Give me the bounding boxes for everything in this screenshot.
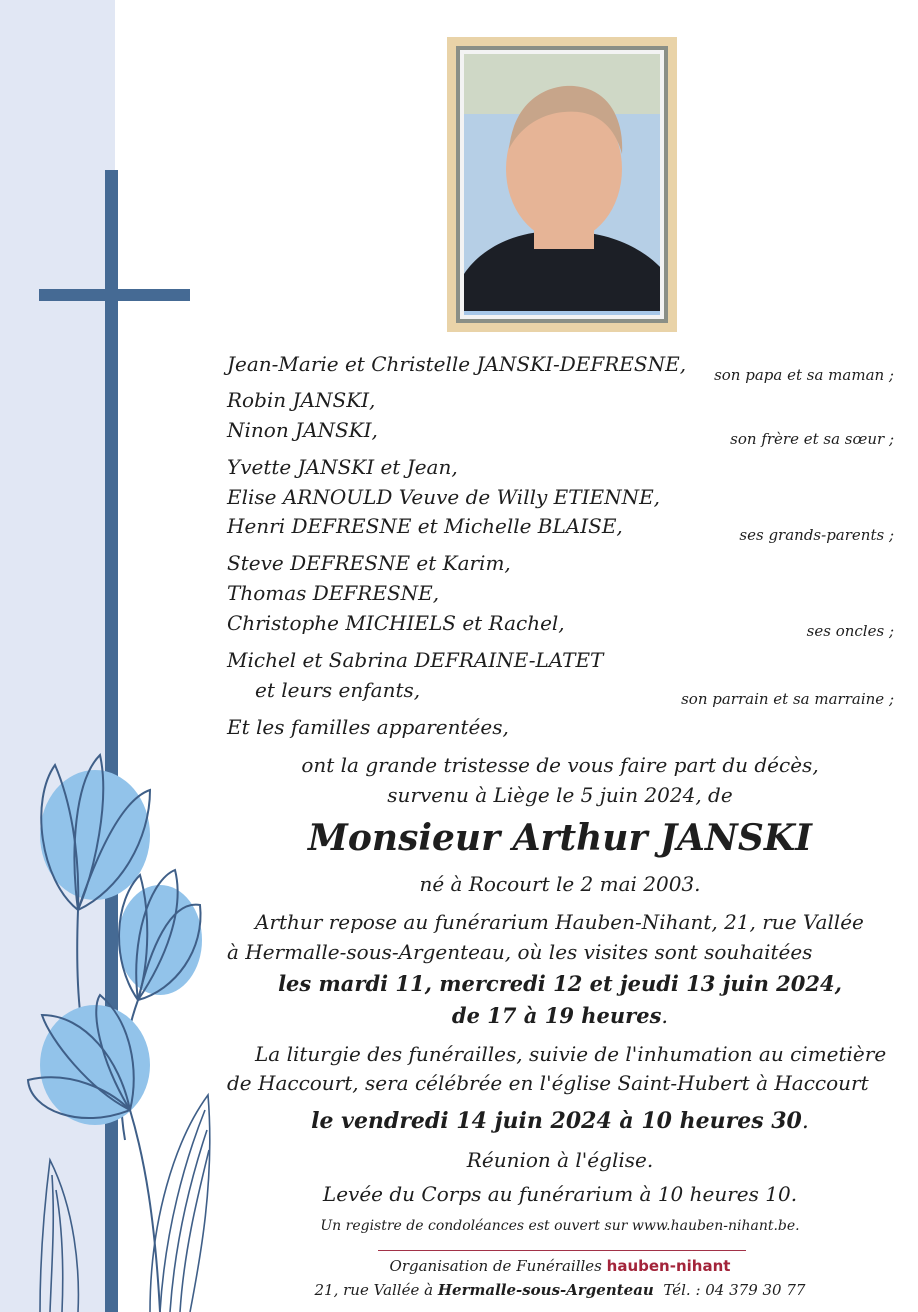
cross-and-tulips-illustration bbox=[0, 0, 230, 1312]
family-line: Elise ARNOULD Veuve de Willy ETIENNE, bbox=[227, 485, 661, 509]
registry-info: Un registre de condoléances est ouvert sur www.hauben-nihant.be. bbox=[320, 1218, 800, 1234]
visitation-hours-line bbox=[200, 1003, 918, 1028]
levee-info: Levée du Corps au funérarium à 10 heures 10. bbox=[322, 1182, 798, 1206]
footer-address bbox=[200, 1281, 918, 1299]
family-line: Robin JANSKI, bbox=[227, 388, 376, 412]
footer-city: Hermalle-sous-Argenteau bbox=[437, 1281, 654, 1299]
relation-grandparents: ses grands-parents ; bbox=[739, 526, 894, 544]
family-line: Steve DEFRESNE et Karim, bbox=[227, 551, 511, 575]
visitation-hours-period: . bbox=[661, 1004, 669, 1028]
funeral-date: le vendredi 14 juin 2024 à 10 heures 30 bbox=[311, 1108, 802, 1134]
family-line: Ninon JANSKI, bbox=[227, 418, 378, 442]
family-line: Henri DEFRESNE et Michelle BLAISE, bbox=[227, 514, 623, 538]
relation-godparents: son parrain et sa marraine ; bbox=[681, 690, 894, 708]
tulip-bottom bbox=[28, 995, 160, 1312]
family-line: et leurs enfants, bbox=[255, 678, 421, 702]
funeral-line-1: La liturgie des funérailles, suivie de l'inhumation au cimetière bbox=[255, 1042, 887, 1066]
birth-info: né à Rocourt le 2 mai 2003. bbox=[419, 872, 701, 896]
visitation-hours: de 17 à 19 heures bbox=[451, 1003, 662, 1028]
visitation-dates: les mardi 11, mercredi 12 et jeudi 13 juin 2024, bbox=[278, 971, 842, 996]
portrait-frame bbox=[447, 37, 677, 332]
deceased-name: Monsieur Arthur JANSKI bbox=[308, 817, 812, 859]
cross-horizontal bbox=[39, 289, 190, 301]
footer-org-prefix: Organisation de Funérailles bbox=[389, 1257, 602, 1275]
family-line: Et les familles apparentées, bbox=[227, 715, 509, 739]
announcement-line-2: survenu à Liège le 5 juin 2024, de bbox=[387, 783, 733, 807]
visitation-line-1: Arthur repose au funérarium Hauben-Nihant, 21, rue Vallée bbox=[255, 910, 864, 934]
family-line: Jean-Marie et Christelle JANSKI-DEFRESNE, bbox=[227, 352, 687, 376]
funeral-line-2: de Haccourt, sera célébrée en l'église Saint-Hubert à Haccourt bbox=[227, 1071, 869, 1095]
funeral-date-period: . bbox=[801, 1109, 809, 1134]
family-line: Thomas DEFRESNE, bbox=[227, 581, 440, 605]
footer-address-prefix: 21, rue Vallée à bbox=[314, 1281, 434, 1299]
footer-divider bbox=[378, 1250, 746, 1251]
portrait-photo bbox=[464, 54, 660, 315]
brand-logo: hauben-nihant bbox=[606, 1257, 731, 1275]
family-line: Yvette JANSKI et Jean, bbox=[227, 455, 458, 479]
family-line: Christophe MICHIELS et Rachel, bbox=[227, 611, 565, 635]
visitation-line-2: à Hermalle-sous-Argenteau, où les visites sont souhaitées bbox=[227, 940, 813, 964]
cross-vertical bbox=[105, 170, 118, 1312]
relation-uncles: ses oncles ; bbox=[806, 622, 894, 640]
meeting-info: Réunion à l'église. bbox=[466, 1148, 654, 1172]
footer-organisation bbox=[200, 1257, 918, 1275]
relation-parents: son papa et sa maman ; bbox=[714, 366, 894, 384]
footer-phone: Tél. : 04 379 30 77 bbox=[663, 1281, 806, 1299]
family-line: Michel et Sabrina DEFRAINE-LATET bbox=[227, 648, 604, 672]
announcement-line-1: ont la grande tristesse de vous faire part du décès, bbox=[301, 753, 819, 777]
relation-siblings: son frère et sa sœur ; bbox=[730, 430, 894, 448]
funeral-date-line bbox=[200, 1108, 918, 1134]
leaves bbox=[40, 1095, 210, 1312]
